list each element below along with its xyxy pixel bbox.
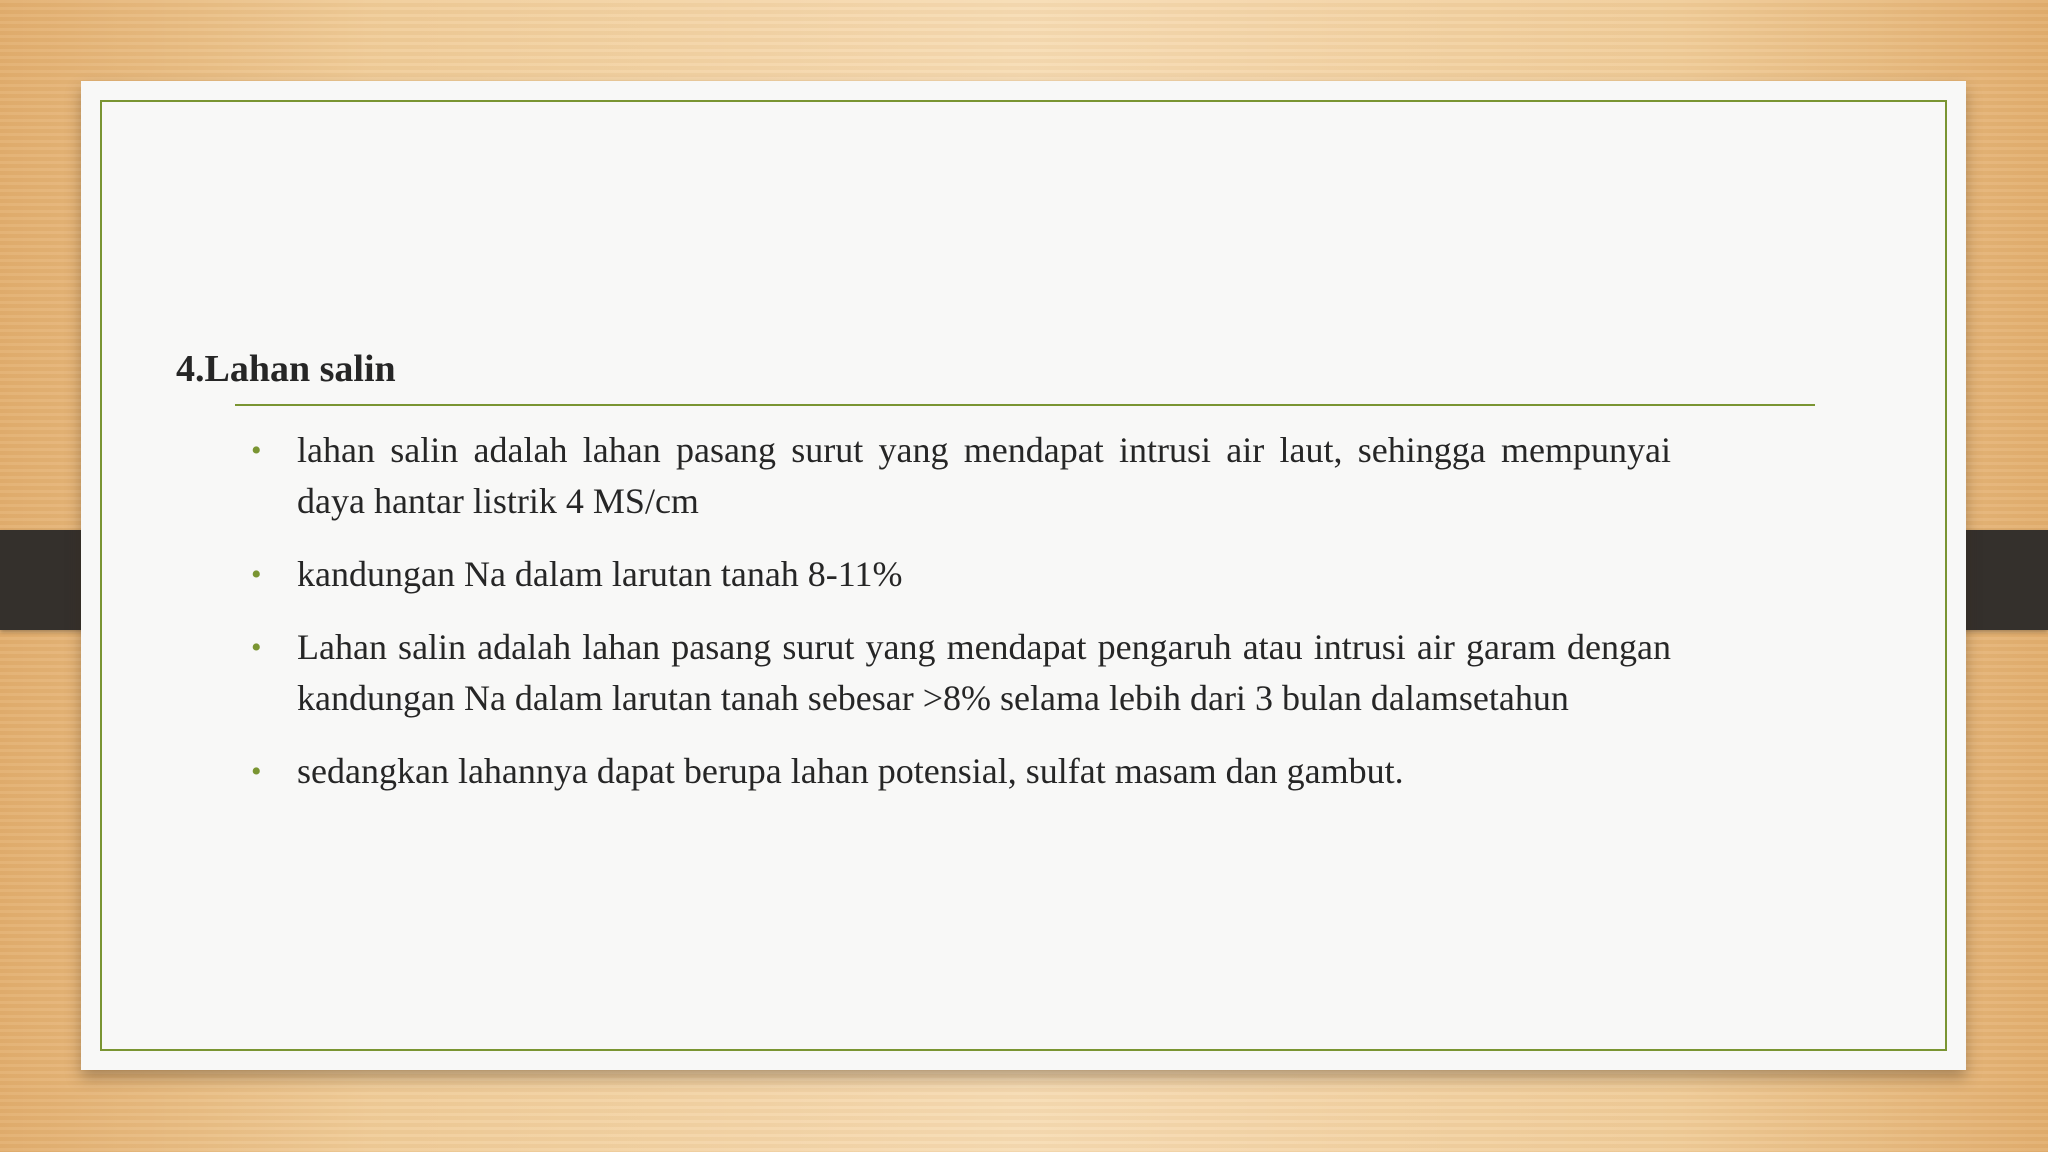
slide-card xyxy=(81,81,1966,1070)
bullet-item xyxy=(251,425,1671,527)
bullet-item xyxy=(251,746,1671,797)
bullet-dot-icon: • xyxy=(251,558,262,591)
bullet-list xyxy=(251,425,1671,819)
bullet-dot-icon: • xyxy=(251,631,262,664)
bullet-text: sedangkan lahannya dapat berupa lahan potensial, sulfat masam dan gambut. xyxy=(297,751,1404,791)
bullet-text: lahan salin adalah lahan pasang surut yang mendapat intrusi air laut, sehingga mempunyai daya hantar listrik 4 MS/cm xyxy=(297,430,1671,521)
bullet-dot-icon: • xyxy=(251,755,262,788)
bullet-text: Lahan salin adalah lahan pasang surut yang mendapat pengaruh atau intrusi air garam dengan kandungan Na dalam larutan tanah sebesar >8% selama lebih dari 3 bulan dalamsetahun xyxy=(297,627,1671,718)
bullet-item xyxy=(251,549,1671,600)
title-divider xyxy=(235,404,1815,406)
bullet-dot-icon: • xyxy=(251,434,262,467)
slide-title: 4.Lahan salin xyxy=(176,348,396,390)
bullet-item xyxy=(251,622,1671,724)
bullet-text: kandungan Na dalam larutan tanah 8-11% xyxy=(297,554,903,594)
